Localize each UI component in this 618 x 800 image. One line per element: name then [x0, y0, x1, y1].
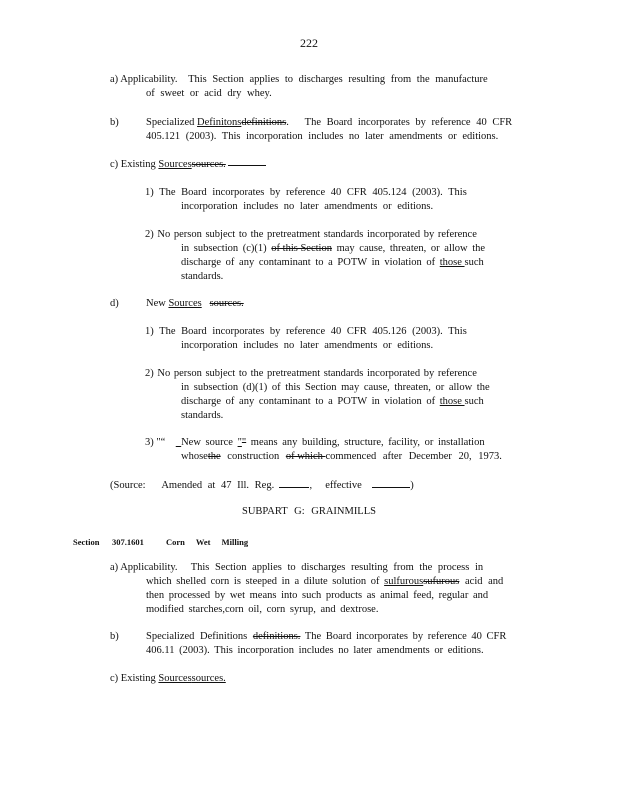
- section2-b-lead: b): [110, 631, 119, 642]
- subsection-d-label-pre: New: [146, 298, 169, 309]
- section2-c-ins: Sources: [158, 673, 192, 684]
- subsection-a-cont: of sweet or acid dry whey.: [146, 88, 272, 99]
- source-pre: (Source:: [110, 480, 146, 491]
- section-number: 307.1601: [112, 537, 144, 547]
- page-number: 222: [300, 36, 318, 50]
- subsection-d2-line2: in subsection (d)(1) of this Section may cause, threaten, or allow the: [181, 382, 490, 393]
- subsection-d: [110, 297, 530, 311]
- subsection-b-text2: 405.121 (2003). This incorporation includes no later amendments or editions.: [146, 131, 499, 142]
- subsection-d2-line4: standards.: [181, 410, 224, 421]
- subsection-c1: [145, 186, 545, 214]
- subsection-c2-line3-post: such: [464, 257, 484, 268]
- section2-c-lead: c) Existing: [110, 673, 159, 684]
- subsection-d3-line2-del2: of which: [285, 451, 326, 462]
- subsection-c2: [145, 228, 545, 284]
- section2-a-text: This Section applies to discharges resulting from the process in: [190, 562, 484, 573]
- subsection-b-label-ins: Definitons: [197, 117, 242, 128]
- section2-a-line4: modified starches,corn oil, corn syrup, and dextrose.: [146, 604, 379, 615]
- subsection-a-text: This Section applies to discharges resulting from the manufacture: [188, 74, 488, 85]
- section2-a-line2-ins: sulfurous: [384, 576, 424, 587]
- section2-a-line2-pre: which shelled corn is steeped in a dilute solution of: [146, 576, 385, 587]
- subsection-b-label-post: .: [286, 117, 289, 128]
- subsection-d3-quote: “: [160, 437, 166, 448]
- source-close: ): [410, 480, 414, 491]
- subsection-c2-line1: 2) No person subject to the pretreatment standards incorporated by reference: [145, 229, 477, 240]
- subsection-d3-text1: New source: [181, 437, 238, 448]
- subpart-heading: SUBPART G: GRAINMILLS: [242, 506, 376, 517]
- subsection-c1-line1: 1) The Board incorporates by reference 40 CFR 405.124 (2003). This: [145, 187, 467, 198]
- subsection-c2-line3-pre: discharge of any contaminant to a POTW in violation of: [181, 257, 440, 268]
- section2-a-lead: a) Applicability.: [110, 562, 178, 573]
- subsection-d2-line3-ins: those: [439, 396, 465, 407]
- subsection-c2-line2-del: of this Section: [271, 243, 332, 254]
- subsection-c-del: sources.: [191, 159, 226, 170]
- source-effective: effective: [325, 480, 362, 491]
- section2-b-text2: 406.11 (2003). This incorporation includes no later amendments or editions.: [146, 645, 484, 656]
- subsection-b-label-del: definitions: [241, 117, 287, 128]
- section2-b-label-del: definitions.: [252, 631, 301, 642]
- subsection-d1-line2: incorporation includes no later amendments or editions.: [181, 340, 434, 351]
- subsection-d3-line2-pre: whose: [181, 451, 208, 462]
- source-comma: ,: [309, 480, 313, 491]
- section2-c-del: sources.: [191, 673, 226, 684]
- subsection-d3-line2-post: commenced after December 20, 1973.: [325, 451, 502, 462]
- subsection-c-lead: c) Existing: [110, 159, 159, 170]
- subsection-c2-line4: standards.: [181, 271, 224, 282]
- subsection-d-lead: d): [110, 298, 119, 309]
- subsection-d3-lead: 3) ": [145, 437, 161, 448]
- subsection-d3-ins1: _: [175, 437, 182, 448]
- subsection-d1: [145, 325, 545, 353]
- section2-subsection-c: [110, 672, 530, 686]
- section2-subsection-b: [110, 630, 530, 658]
- subsection-c2-line2-pre: in subsection (c)(1): [181, 243, 272, 254]
- subsection-a: [110, 73, 530, 101]
- source-blank-reg: [279, 487, 309, 488]
- source-blank-effective: [372, 487, 410, 488]
- subsection-d2-line3-pre: discharge of any contaminant to a POTW in violation of: [181, 396, 440, 407]
- subsection-d2: [145, 367, 545, 423]
- subsection-d1-line1: 1) The Board incorporates by reference 40 CFR 405.126 (2003). This: [145, 326, 467, 337]
- source-note: [110, 479, 530, 493]
- section2-a-line2-del: sufurous: [423, 576, 460, 587]
- section2-subsection-a: [110, 561, 530, 617]
- subsection-d3-line2-del: the: [207, 451, 221, 462]
- subsection-c2-line2-post: may cause, threaten, or allow the: [331, 243, 486, 254]
- subsection-d3-del2: ": [241, 437, 247, 448]
- insertion-rule: [228, 165, 266, 166]
- subsection-c2-line3-ins: those: [439, 257, 465, 268]
- subsection-a-lead: a) Applicability.: [110, 74, 178, 85]
- subsection-c-ins: Sources: [158, 159, 192, 170]
- subsection-d2-line1: 2) No person subject to the pretreatment standards incorporated by reference: [145, 368, 477, 379]
- section2-a-line2-post: acid and: [459, 576, 504, 587]
- section-label: Section: [73, 537, 100, 547]
- section2-b-text1: The Board incorporates by reference 40 CFR: [300, 631, 507, 642]
- source-text: Amended at 47 Ill. Reg.: [161, 480, 275, 491]
- subsection-d-label-del: sources.: [209, 298, 244, 309]
- subsection-d-label-ins: Sources: [168, 298, 202, 309]
- subsection-d3-line2-mid: construction: [220, 451, 286, 462]
- subsection-d3: [145, 436, 545, 464]
- subsection-b: [110, 116, 530, 144]
- subsection-d3-ins2: ": [237, 437, 242, 448]
- subsection-d2-line3-post: such: [464, 396, 484, 407]
- section2-b-label: Specialized Definitions: [146, 631, 253, 642]
- subsection-d3-text2: means any building, structure, facility, or installation: [246, 437, 485, 448]
- subsection-c1-line2: incorporation includes no later amendments or editions.: [181, 201, 434, 212]
- subsection-c: [110, 158, 530, 172]
- section2-a-line3: then processed by wet means into such products as animal feed, regular and: [146, 590, 489, 601]
- section-title: Corn Wet Milling: [166, 537, 249, 547]
- subsection-b-label-pre: Specialized: [146, 117, 198, 128]
- subsection-b-lead: b): [110, 117, 119, 128]
- subsection-b-text1: The Board incorporates by reference 40 CFR: [304, 117, 513, 128]
